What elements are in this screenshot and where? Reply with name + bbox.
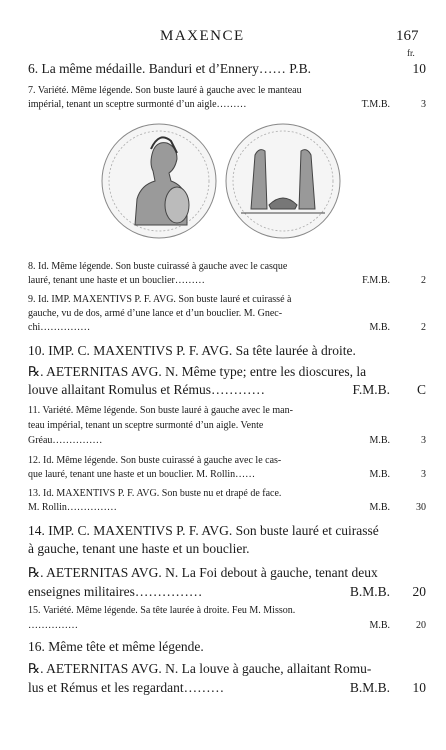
entry-line: louve allaitant Romulus et Rémus………… F.M.B. C: [28, 382, 426, 397]
entry-line: …………… M.B. 20: [28, 620, 426, 631]
page-title: MAXENCE: [160, 28, 245, 44]
coin-reverse-image: [226, 124, 340, 238]
entry-line: que lauré, tenant une haste et un bouclier. M. Rollin…… M.B. 3: [28, 469, 426, 480]
coin-obverse-image: [102, 124, 216, 238]
entry-line: 13. Id. MAXENTIVS P. F. AVG. Son buste nu et drapé de face.: [28, 488, 282, 499]
entry-line: lauré, tenant une haste et un bouclier……… F.M.B. 2: [28, 275, 426, 286]
entry-line: 9. Id. IMP. MAXENTIVS P. F. AVG. Son buste lauré et cuirassé à: [28, 294, 292, 305]
entry-line: teau impérial, tenant un sceptre surmonté d’un aigle. Vente: [28, 420, 264, 431]
page-number: 167: [396, 28, 419, 44]
entry-line: ℞. AETERNITAS AVG. N. La Foi debout à gauche, tenant deux: [28, 565, 378, 580]
entry-line: ℞. AETERNITAS AVG. N. Même type; entre les dioscures, la: [28, 364, 367, 379]
entry-line: 16. Même tête et même légende.: [28, 639, 204, 654]
entry-line: enseignes militaires…………… B.M.B. 20: [28, 584, 426, 599]
entry-line: lus et Rémus et les regardant……… B.M.B. 10: [28, 680, 426, 695]
entry-line: 12. Id. Même légende. Son buste cuirassé à gauche avec le cas-: [28, 455, 282, 466]
entry-line: 14. IMP. C. MAXENTIVS P. F. AVG. Son buste lauré et cuirassé: [28, 523, 379, 538]
entry-line: Gréau…………… M.B. 3: [28, 435, 426, 446]
entry-line: ℞. AETERNITAS AVG. N. La louve à gauche, allaitant Romu-: [28, 661, 372, 676]
entry-line: M. Rollin…………… M.B. 30: [28, 502, 426, 513]
entry-line: 11. Variété. Même légende. Son buste lauré à gauche avec le man-: [28, 405, 293, 416]
entry-line: chi…………… M.B. 2: [28, 322, 426, 333]
page-header: [0, 28, 446, 48]
entry-line: impérial, tenant un sceptre surmonté d’un aigle……… T.M.B. 3: [28, 99, 426, 110]
coin-illustrations: [101, 121, 341, 241]
entry-line: 8. Id. Même légende. Son buste cuirassé à gauche avec le casque: [28, 261, 288, 272]
entry-line: 6. La même médaille. Banduri et d’Ennery…… P.B. 10: [28, 61, 426, 76]
entry-line: à gauche, tenant une haste et un bouclier.: [28, 541, 250, 556]
entry-line: 15. Variété. Même légende. Sa tête laurée à droite. Feu M. Misson.: [28, 605, 296, 616]
entry-line: gauche, vu de dos, armé d’une lance et d’un bouclier. M. Gnec-: [28, 308, 283, 319]
entry-line: 10. IMP. C. MAXENTIVS P. F. AVG. Sa tête laurée à droite.: [28, 343, 356, 358]
currency-unit-label: fr.: [407, 48, 415, 58]
entry-line: 7. Variété. Même légende. Son buste lauré à gauche avec le manteau: [28, 85, 302, 96]
